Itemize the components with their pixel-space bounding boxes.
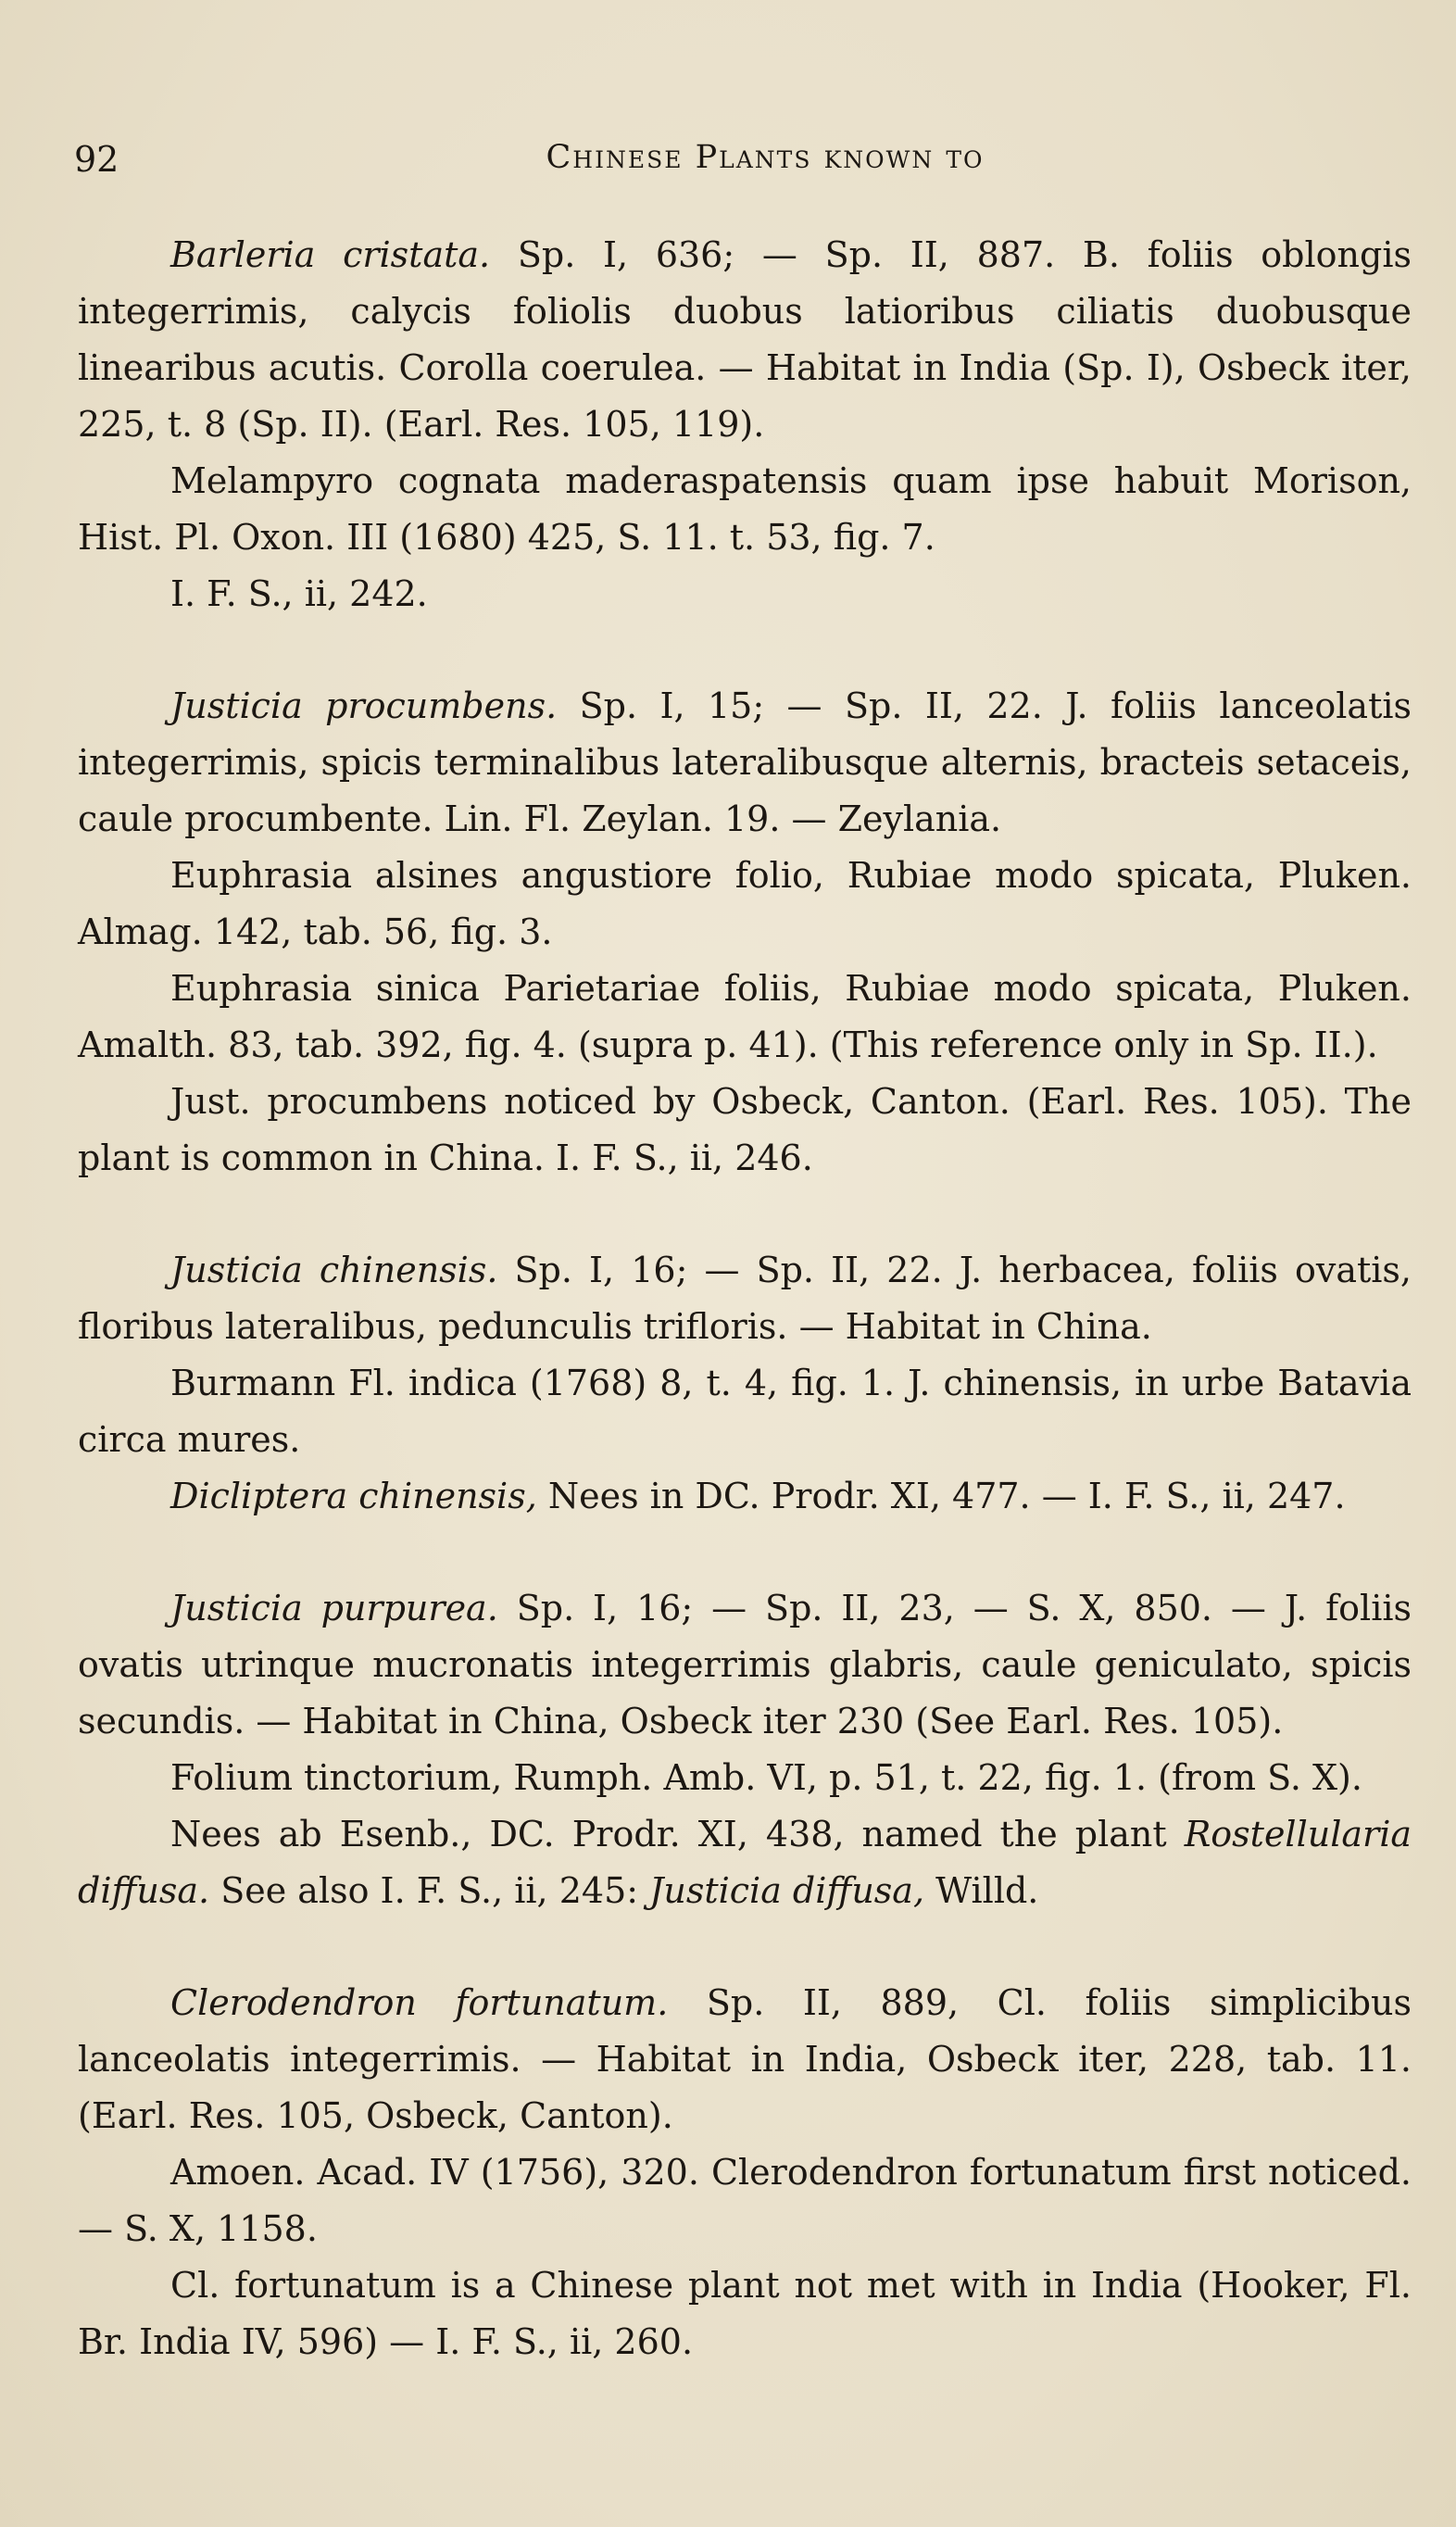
entry-justicia-chinensis (78, 1242, 1412, 1525)
entry-paragraph: Melampyro cognata maderaspatensis quam ipse habuit Morison, Hist. Pl. Oxon. III (1680) 425, S. 11. t. 53, fig. 7. (78, 460, 1412, 558)
entry-paragraph: Folium tinctorium, Rumph. Amb. VI, p. 51, t. 22, fig. 1. (from S. X). (170, 1757, 1362, 1798)
page-header (74, 139, 1382, 195)
entry-description: Sp. I, 15; — Sp. II, 22. J. foliis lanceolatis integerrimis, spicis terminalibus lateralibusque alternis, bracteis setaceis, caule procumbente. Lin. Fl. Zeylan. 19. — Zeylania. (78, 685, 1412, 839)
note-text: Nees ab Esenb., DC. Prodr. XI, 438, named the plant (170, 1814, 1185, 1854)
entry-paragraph: Cl. fortunatum is a Chinese plant not met with in India (Hooker, Fl. Br. India IV, 596) — I. F. S., ii, 260. (78, 2265, 1412, 2362)
entry-lead-paragraph (78, 1242, 1412, 1355)
note-text: See also I. F. S., ii, 245: (209, 1870, 650, 1911)
entry-lead-paragraph (78, 1975, 1412, 2144)
entry-paragraph: Euphrasia alsines angustiore folio, Rubiae modo spicata, Pluken. Almag. 142, tab. 56, fig. 3. (78, 855, 1412, 952)
synonym-reference: Nees in DC. Prodr. XI, 477. — I. F. S., ii, 247. (536, 1476, 1346, 1516)
entry-description: Sp. I, 16; — Sp. II, 23, — S. X, 850. — J. foliis ovatis utrinque mucronatis integerrimis glabris, caule geniculato, spicis secundis. — Habitat in China, Osbeck iter 230 (See Earl. Res. 105). (78, 1588, 1412, 1741)
entry-paragraph: Euphrasia sinica Parietariae foliis, Rubiae modo spicata, Pluken. Amalth. 83, tab. 392, fig. 4. (supra p. 41). (This reference only in Sp. II.). (78, 968, 1412, 1065)
species-name: Justicia chinensis. (170, 1250, 498, 1290)
entry-clerodendron-fortunatum (78, 1975, 1412, 2370)
entry-justicia-purpurea (78, 1580, 1412, 1919)
entry-lead-paragraph (78, 678, 1412, 848)
entry-paragraph (78, 1806, 1412, 1919)
running-head: Chinese Plants known to (546, 139, 985, 176)
body-text (78, 227, 1412, 2370)
species-name: Clerodendron fortunatum. (170, 1982, 669, 2023)
synonym-name: Dicliptera chinensis, (170, 1476, 537, 1516)
entry-paragraph: Burmann Fl. indica (1768) 8, t. 4, fig. 1. J. chinensis, in urbe Batavia circa mures. (78, 1363, 1412, 1460)
entry-paragraph (78, 1468, 1412, 1525)
note-text: Willd. (924, 1870, 1039, 1911)
species-name: Justicia procumbens. (170, 685, 558, 726)
entry-lead-paragraph (78, 1580, 1412, 1750)
entry-description: Sp. I, 636; — Sp. II, 887. B. foliis oblongis integerrimis, calycis foliolis duobus latioribus ciliatis duobusque linearibus acutis. Corolla coerulea. — Habitat in India (Sp. I), Osbeck iter, 225, t. 8 (Sp. II). (Earl. Res. 105, 119). (78, 234, 1412, 445)
species-name: Justicia purpurea. (170, 1588, 498, 1628)
entry-paragraph: I. F. S., ii, 242. (170, 573, 428, 614)
entry-description: Sp. II, 889, Cl. foliis simplicibus lanceolatis integerrimis. — Habitat in India, Osbeck iter, 228, tab. 11. (Earl. Res. 105, Osbeck, Canton). (78, 1982, 1412, 2136)
synonym-name: Rostellularia diffusa. (78, 1814, 1412, 1911)
entry-barleria-cristata (78, 227, 1412, 622)
page-number: 92 (74, 139, 119, 180)
entry-lead-paragraph (78, 227, 1412, 453)
entry-justicia-procumbens (78, 678, 1412, 1187)
species-name: Barleria cristata. (170, 234, 491, 275)
synonym-name: Justicia diffusa, (649, 1870, 925, 1911)
entry-paragraph: Just. procumbens noticed by Osbeck, Canton. (Earl. Res. 105). The plant is common in China. I. F. S., ii, 246. (78, 1081, 1412, 1178)
entry-description: Sp. I, 16; — Sp. II, 22. J. herbacea, foliis ovatis, floribus lateralibus, pedunculis trifloris. — Habitat in China. (78, 1250, 1412, 1347)
entry-paragraph: Amoen. Acad. IV (1756), 320. Clerodendron fortunatum first noticed. — S. X, 1158. (78, 2152, 1412, 2249)
